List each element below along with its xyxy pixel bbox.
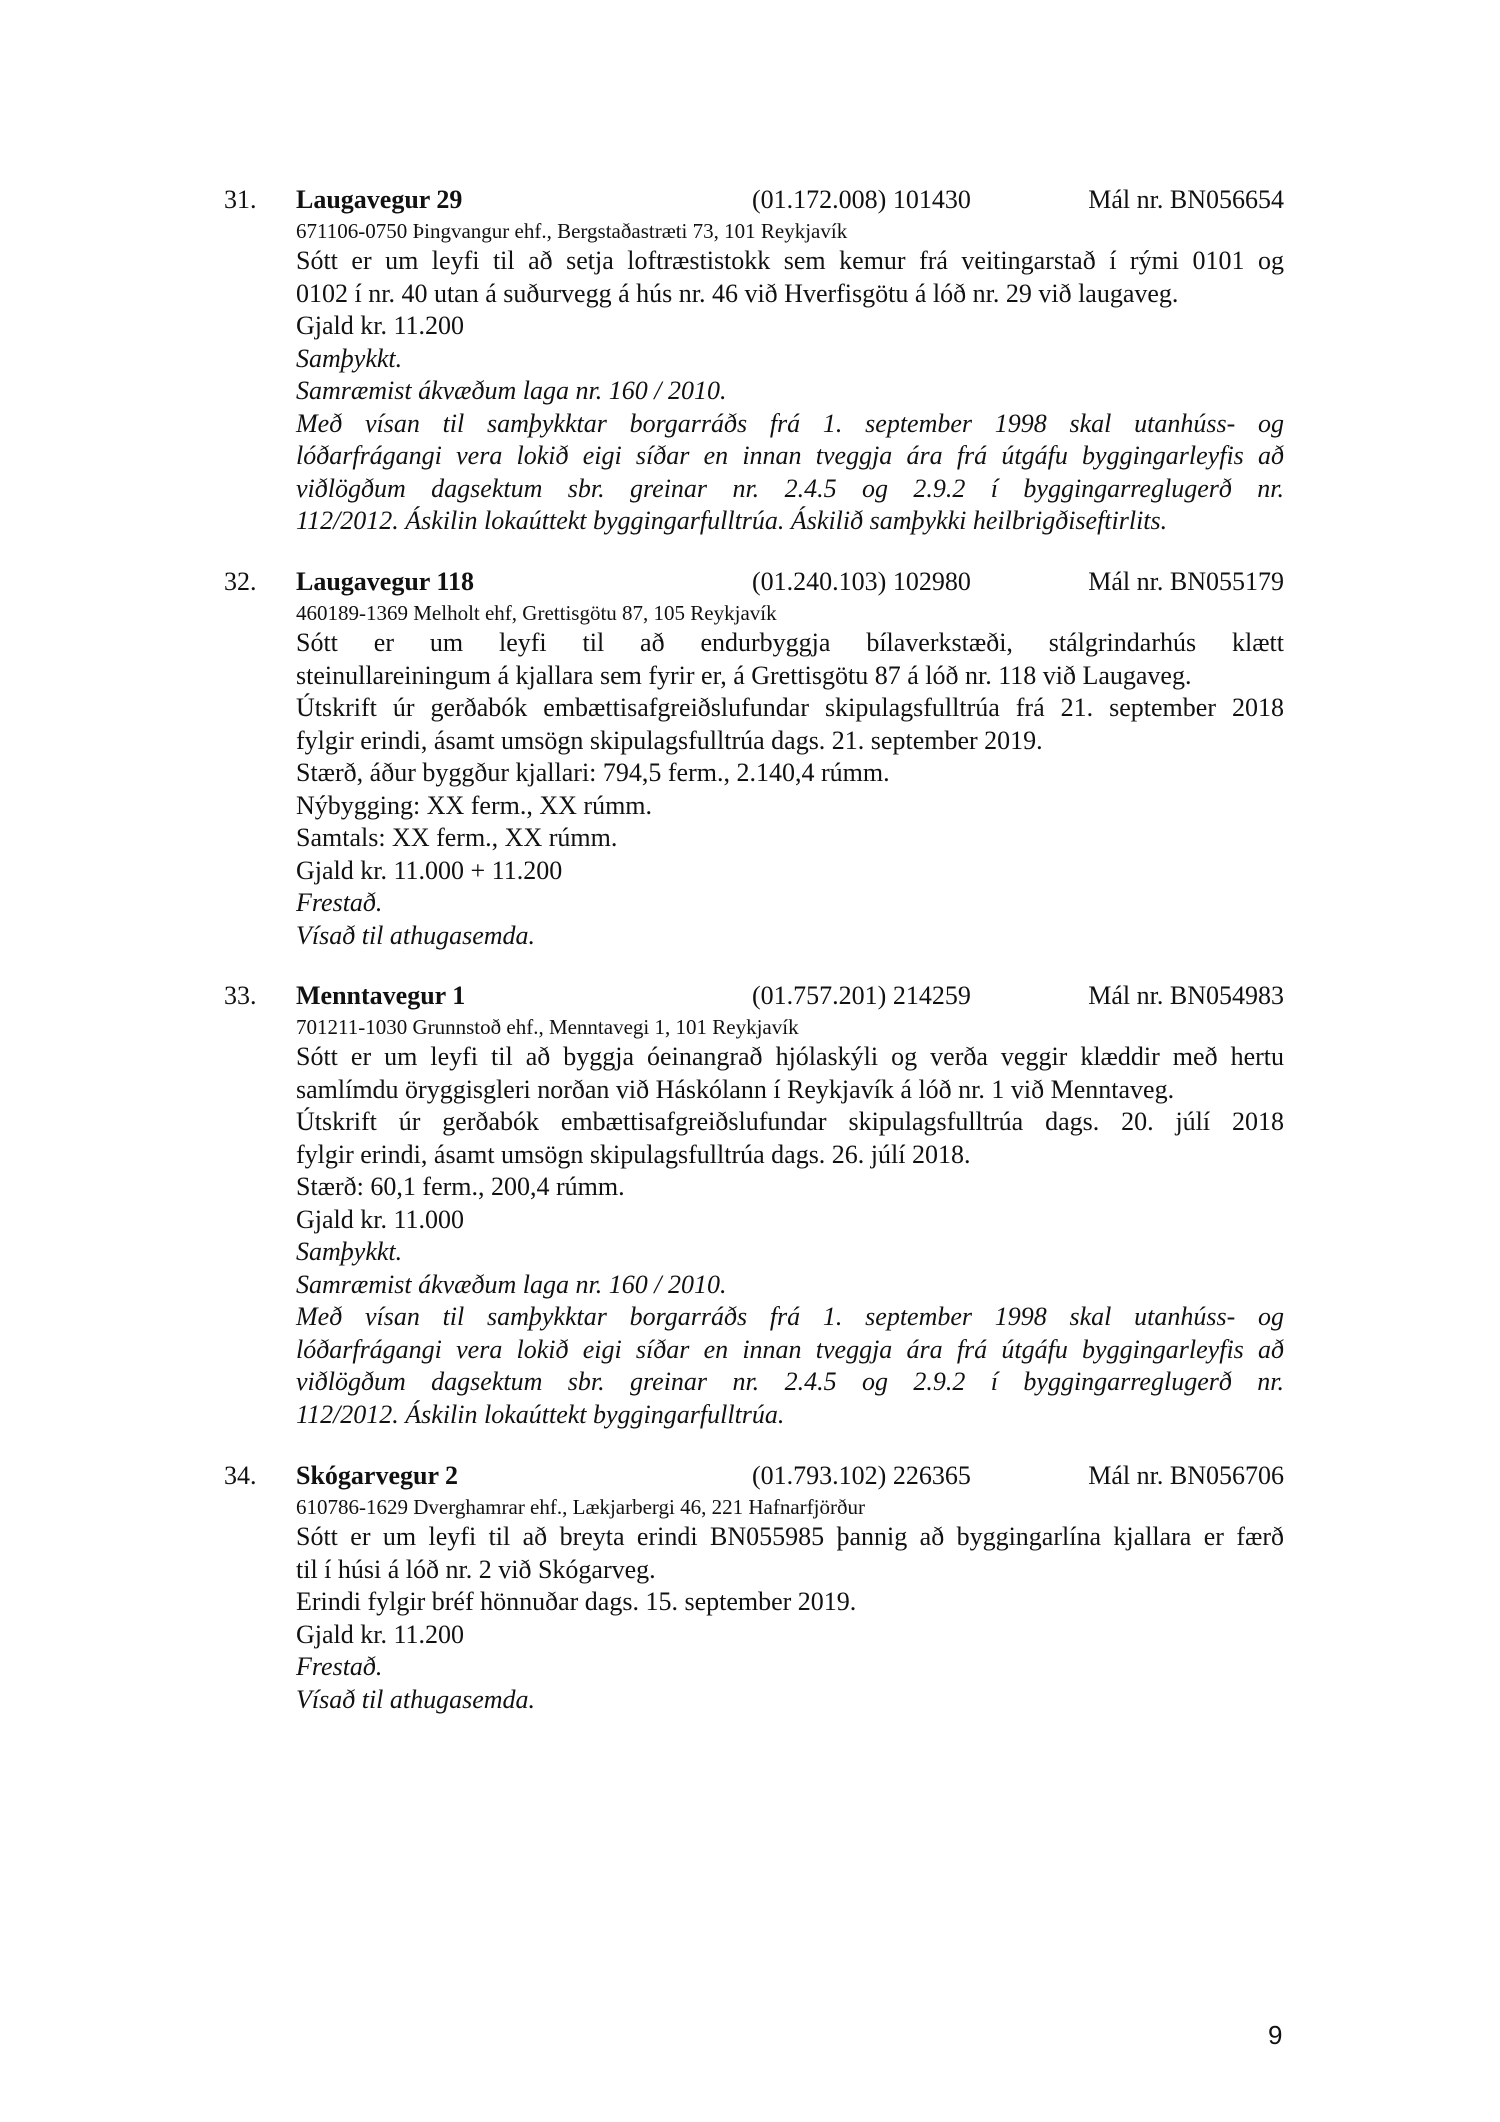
- body-line: Samræmist ákvæðum laga nr. 160 / 2010.: [296, 376, 727, 405]
- item-owner: 701211-1030 Grunnstoð ehf., Menntavegi 1, 101 Reykjavík: [296, 1015, 799, 1039]
- body-line: Gjald kr. 11.200: [296, 1619, 465, 1649]
- case-header: [224, 565, 1284, 599]
- item-body: [224, 245, 1284, 538]
- body-line: 112/2012. Áskilin lokaúttekt byggingarfulltrúa. Áskilið samþykki heilbrigðiseftirlits.: [296, 506, 1168, 535]
- case-item: [224, 979, 1284, 1431]
- body-line: Frestað.: [296, 888, 383, 917]
- body-line: Gjald kr. 11.200: [296, 311, 465, 340]
- case-header: [224, 1459, 1284, 1493]
- body-line: fylgir erindi, ásamt umsögn skipulagsfulltrúa dags. 21. september 2019.: [296, 725, 1043, 755]
- item-number: 31.: [224, 185, 257, 214]
- case-item: [224, 183, 1284, 538]
- item-case-number: Mál nr. BN056654: [1088, 185, 1284, 214]
- case-item: [224, 565, 1284, 952]
- body-line: Sótt er um leyfi til að byggja óeinangrað hjólaskýli og verða veggir klæddir með hertu: [296, 1042, 1284, 1071]
- item-lot-number: (01.757.201) 214259: [752, 981, 971, 1010]
- body-line: 0102 í nr. 40 utan á suðurvegg á hús nr. 46 við Hverfisgötu á lóð nr. 29 við laugaveg.: [296, 278, 1179, 308]
- item-address: Skógarvegur 2: [296, 1461, 459, 1490]
- item-address: Laugavegur 118: [296, 567, 474, 596]
- body-line: Erindi fylgir bréf hönnuðar dags. 15. september 2019.: [296, 1587, 857, 1616]
- body-line: Gjald kr. 11.000: [296, 1204, 465, 1234]
- body-line: Með vísan til samþykktar borgarráðs frá 1. september 1998 skal utanhúss- og: [296, 408, 1284, 438]
- item-lot-number: (01.793.102) 226365: [752, 1461, 971, 1490]
- item-body: [224, 1521, 1284, 1716]
- body-line: Samtals: XX ferm., XX rúmm.: [296, 823, 618, 852]
- item-owner: 610786-1629 Dverghamrar ehf., Lækjarbergi 46, 221 Hafnarfjörður: [296, 1495, 865, 1519]
- body-line: 112/2012. Áskilin lokaúttekt byggingarfulltrúa.: [296, 1399, 785, 1429]
- item-body: [224, 627, 1284, 952]
- body-line: Sótt er um leyfi til að setja loftræstistokk sem kemur frá veitingarstað í rými 0101 og: [296, 246, 1284, 275]
- case-header: [224, 183, 1284, 217]
- body-line: Gjald kr. 11.000 + 11.200: [296, 855, 563, 885]
- item-owner: 460189-1369 Melholt ehf, Grettisgötu 87, 105 Reykjavík: [296, 601, 777, 625]
- body-line: Samræmist ákvæðum laga nr. 160 / 2010.: [296, 1269, 727, 1299]
- body-line: Útskrift úr gerðabók embættisafgreiðslufundar skipulagsfulltrúa frá 21. september 2018: [296, 693, 1284, 722]
- item-case-number: Mál nr. BN056706: [1088, 1461, 1284, 1490]
- body-line: Útskrift úr gerðabók embættisafgreiðslufundar skipulagsfulltrúa dags. 20. júlí 2018: [296, 1107, 1284, 1136]
- body-line: Samþykkt.: [296, 343, 403, 373]
- body-line: til í húsi á lóð nr. 2 við Skógarveg.: [296, 1554, 656, 1584]
- body-line: Sótt er um leyfi til að endurbyggja bílaverkstæði, stálgrindarhús klætt: [296, 628, 1284, 657]
- case-item: [224, 1459, 1284, 1716]
- item-number: 33.: [224, 981, 257, 1010]
- body-line: samlímdu öryggisgleri norðan við Háskólann í Reykjavík á lóð nr. 1 við Menntaveg.: [296, 1074, 1175, 1104]
- item-case-number: Mál nr. BN054983: [1088, 981, 1284, 1010]
- item-number: 34.: [224, 1461, 257, 1490]
- item-lot-number: (01.240.103) 102980: [752, 567, 971, 596]
- item-body: [224, 1041, 1284, 1431]
- item-address: Laugavegur 29: [296, 185, 463, 214]
- item-number: 32.: [224, 567, 257, 596]
- body-line: lóðarfrágangi vera lokið eigi síðar en innan tveggja ára frá útgáfu byggingarleyfis að: [296, 441, 1284, 470]
- body-line: Frestað.: [296, 1652, 383, 1681]
- body-line: viðlögðum dagsektum sbr. greinar nr. 2.4.5 og 2.9.2 í byggingarreglugerð nr.: [296, 1367, 1284, 1396]
- item-lot-number: (01.172.008) 101430: [752, 185, 971, 214]
- body-line: Vísað til athugasemda.: [296, 1684, 536, 1714]
- body-line: Stærð, áður byggður kjallari: 794,5 ferm., 2.140,4 rúmm.: [296, 758, 890, 787]
- case-header: [224, 979, 1284, 1013]
- body-line: Samþykkt.: [296, 1237, 403, 1266]
- body-line: Stærð: 60,1 ferm., 200,4 rúmm.: [296, 1172, 625, 1201]
- body-line: Með vísan til samþykktar borgarráðs frá 1. september 1998 skal utanhúss- og: [296, 1302, 1284, 1331]
- body-line: Vísað til athugasemda.: [296, 920, 536, 950]
- body-line: Sótt er um leyfi til að breyta erindi BN055985 þannig að byggingarlína kjallara er færð: [296, 1522, 1284, 1551]
- body-line: lóðarfrágangi vera lokið eigi síðar en innan tveggja ára frá útgáfu byggingarleyfis að: [296, 1334, 1284, 1364]
- item-owner: 671106-0750 Þingvangur ehf., Bergstaðastræti 73, 101 Reykjavík: [296, 219, 848, 243]
- item-case-number: Mál nr. BN055179: [1088, 567, 1284, 596]
- item-address: Menntavegur 1: [296, 981, 466, 1010]
- page-number: 9: [1268, 2020, 1283, 2050]
- body-line: viðlögðum dagsektum sbr. greinar nr. 2.4.5 og 2.9.2 í byggingarreglugerð nr.: [296, 473, 1284, 503]
- body-line: Nýbygging: XX ferm., XX rúmm.: [296, 790, 653, 820]
- body-line: fylgir erindi, ásamt umsögn skipulagsfulltrúa dags. 26. júlí 2018.: [296, 1139, 971, 1169]
- body-line: steinullareiningum á kjallara sem fyrir er, á Grettisgötu 87 á lóð nr. 118 við Laugaveg.: [296, 660, 1192, 690]
